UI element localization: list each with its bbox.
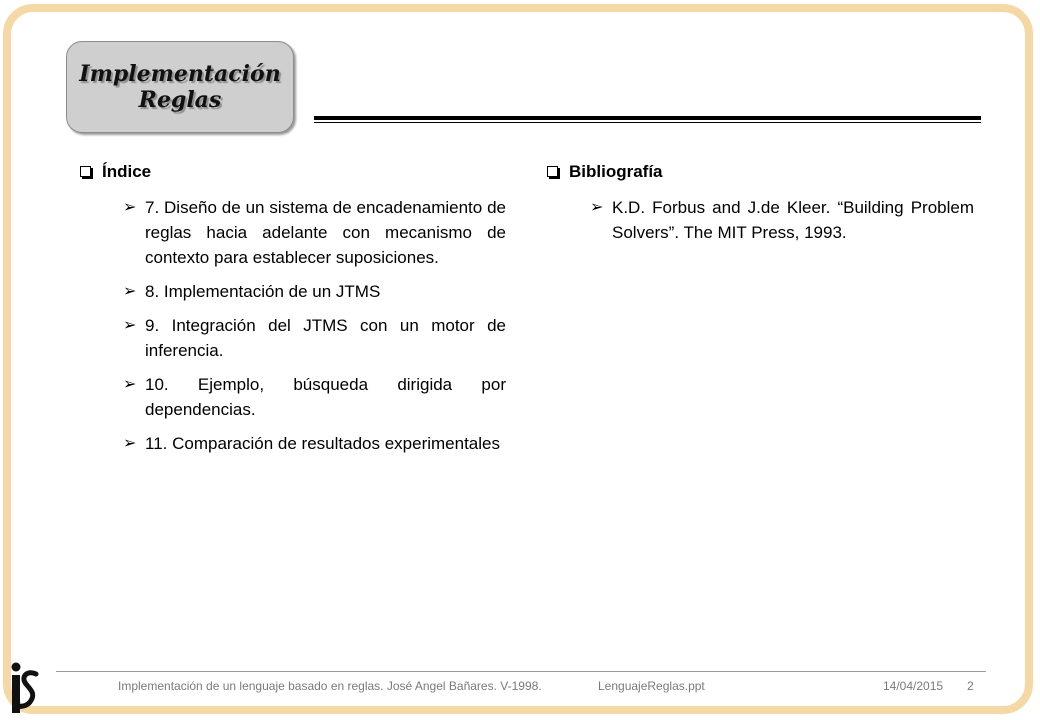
footer-filename: LenguajeReglas.ppt (598, 679, 705, 693)
title-line-2: Reglas (138, 87, 222, 113)
arrow-bullet-icon: ➢ (123, 283, 137, 300)
arrow-bullet-icon: ➢ (123, 435, 137, 452)
index-item-text: 7. Diseño de un sistema de encadenamiento de reglas hacia adelante con mecanismo de contexto para establecer suposiciones. (145, 198, 506, 267)
index-item-text: 10. Ejemplo, búsqueda dirigida por dependencias. (145, 375, 506, 419)
index-heading (80, 158, 506, 184)
title-line-1: Implementación (79, 61, 281, 87)
arrow-bullet-icon: ➢ (123, 376, 137, 393)
index-item (80, 313, 506, 363)
footer-page-number: 2 (967, 679, 974, 693)
index-item (80, 279, 506, 304)
index-item (80, 195, 506, 270)
title-rule-thick (314, 116, 981, 120)
bibliography-item-text: K.D. Forbus and J.de Kleer. “Building Problem Solvers”. The MIT Press, 1993. (612, 198, 974, 242)
is-logo (6, 660, 40, 716)
index-column (80, 158, 506, 465)
arrow-bullet-icon: ➢ (123, 317, 137, 334)
bibliography-column (547, 158, 974, 254)
footer-course-text: Implementación de un lenguaje basado en reglas. José Angel Bañares. V-1998. (118, 679, 542, 693)
square-bullet-icon (80, 166, 91, 177)
index-heading-text: Índice (102, 161, 152, 181)
square-bullet-icon (547, 166, 558, 177)
index-item (80, 431, 506, 456)
bibliography-heading-text: Bibliografía (569, 161, 663, 181)
bibliography-item (547, 195, 974, 245)
arrow-bullet-icon: ➢ (590, 199, 604, 216)
bibliography-heading (547, 158, 974, 184)
title-rule-thin (314, 122, 981, 123)
index-item-text: 11. Comparación de resultados experimentales (145, 434, 500, 453)
index-item (80, 372, 506, 422)
footer-rule (56, 671, 986, 672)
footer-date: 14/04/2015 (883, 679, 944, 693)
arrow-bullet-icon: ➢ (123, 199, 137, 216)
title-box (66, 41, 294, 133)
index-item-text: 8. Implementación de un JTMS (145, 282, 381, 301)
index-item-text: 9. Integración del JTMS con un motor de inferencia. (145, 316, 506, 360)
